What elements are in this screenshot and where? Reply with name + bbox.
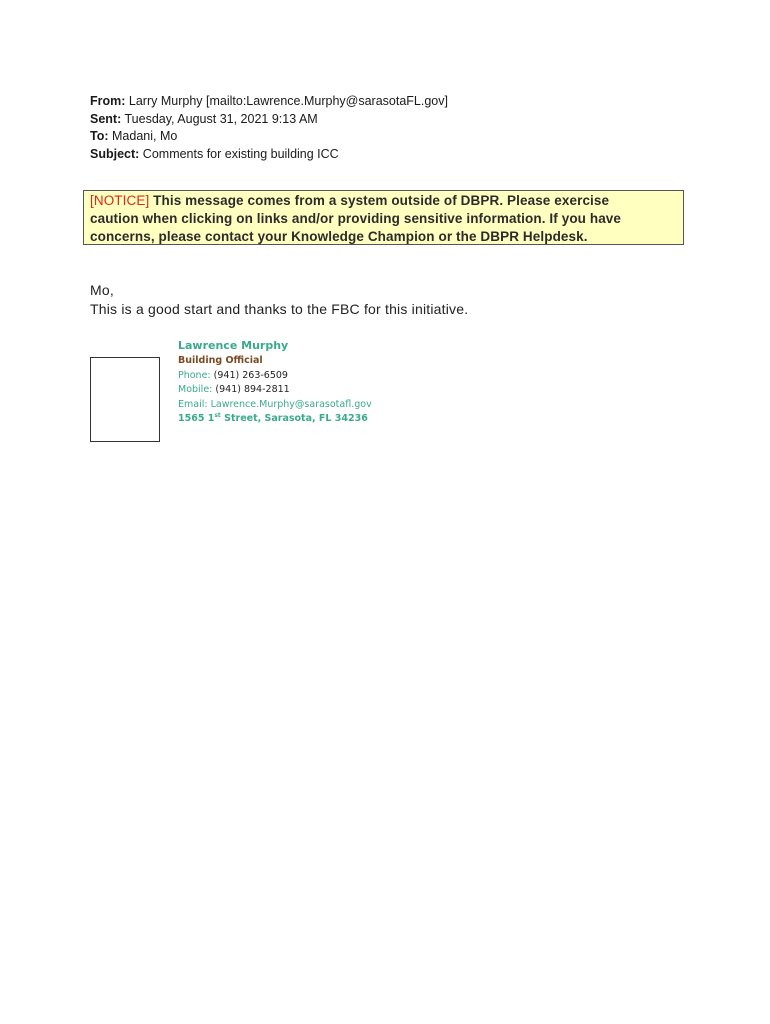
signature-mobile [178,383,372,398]
sent-row [90,111,448,129]
notice-line-1 [90,192,677,210]
sent-value: Tuesday, August 31, 2021 9:13 AM [124,111,318,126]
subject-value: Comments for existing building ICC [142,146,339,161]
to-row [90,128,448,146]
signature-phone [178,369,372,384]
mobile-label: Mobile: [178,384,213,395]
address-rest: Street, Sarasota, FL 34236 [220,413,368,424]
message-body [90,281,468,319]
subject-row [90,146,448,164]
email-label: Email: [178,398,208,410]
mobile-value: (941) 894-2811 [215,384,290,395]
notice-text-1: This message comes from a system outside of DBPR. Please exercise [153,193,610,208]
address-ordinal: st [214,411,221,419]
signature-name: Lawrence Murphy [178,339,289,352]
notice-tag: [NOTICE] [90,193,150,208]
phone-label: Phone: [178,369,211,381]
from-label: From: [90,94,126,108]
to-value: Madani, Mo [112,129,178,143]
greeting: Mo, [90,282,114,298]
address-number: 1565 1 [178,413,215,424]
signature-email [178,398,372,413]
from-row [90,93,448,111]
phone-value: (941) 263-6509 [213,369,288,381]
email-signature [178,338,372,427]
signature-logo-placeholder [90,357,160,442]
notice-line-3: concerns, please contact your Knowledge Champion or the DBPR Helpdesk. [90,229,588,245]
to-label: To: [90,129,109,143]
subject-label: Subject: [90,146,140,161]
notice-line-2: caution when clicking on links and/or providing sensitive information. If you have [90,211,622,227]
sent-label: Sent: [90,111,122,126]
signature-title: Building Official [178,355,263,366]
from-value: Larry Murphy [mailto:Lawrence.Murphy@sarasotaFL.gov] [128,94,448,108]
email-link[interactable]: Lawrence.Murphy@sarasotafl.gov [210,398,372,410]
message-text: This is a good start and thanks to the FBC for this initiative. [90,301,469,317]
external-sender-notice [83,190,684,245]
signature-address [178,412,372,427]
email-header [90,93,448,163]
